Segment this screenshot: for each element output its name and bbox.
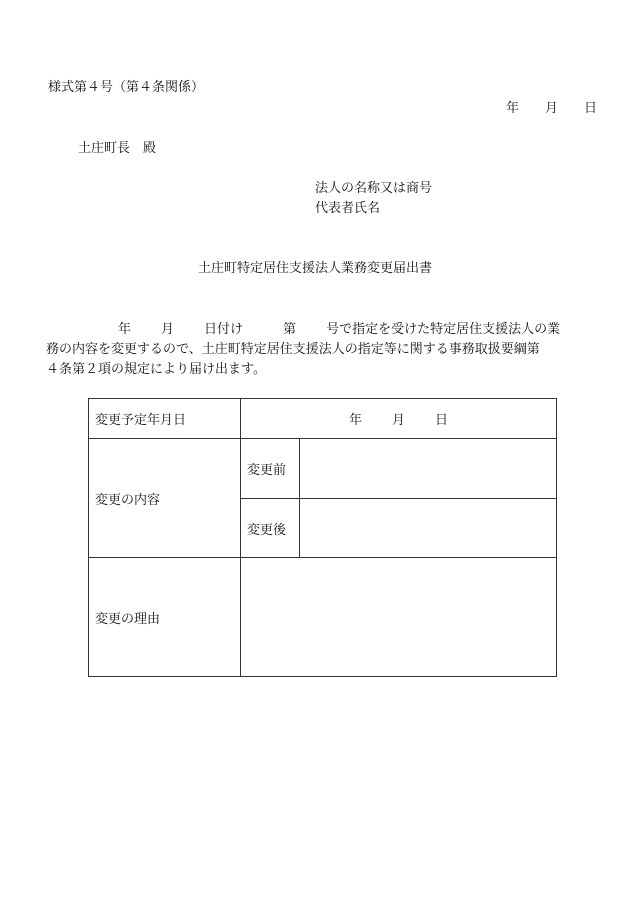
- body-month: 月: [161, 322, 175, 337]
- body-line-1-rest: 号で指定を受けた特定居住支援法人の業: [326, 322, 561, 337]
- document-title: 土庄町特定居住支援法人業務変更届出書: [197, 261, 432, 276]
- planned-date-value[interactable]: [241, 399, 557, 439]
- planned-year: 年: [348, 413, 362, 428]
- body-line-3: ４条第２項の規定により届け出ます。: [46, 362, 266, 377]
- table-row: [89, 439, 557, 499]
- date-month-label: 月: [544, 101, 558, 116]
- planned-month: 月: [391, 413, 405, 428]
- planned-day: 日: [435, 413, 449, 428]
- change-reason-label: 変更の理由: [89, 558, 241, 677]
- date-day-label: 日: [583, 101, 597, 116]
- body-year: 年: [118, 322, 132, 337]
- body-day-suffix: 日付け: [204, 322, 244, 337]
- after-input-cell[interactable]: [300, 499, 557, 558]
- planned-date-label: 変更予定年月日: [89, 399, 241, 439]
- change-content-label: 変更の内容: [89, 439, 241, 558]
- addressee: 土庄町長 殿: [78, 141, 157, 156]
- representative-name-label: 代表者氏名: [315, 201, 381, 216]
- change-table: [88, 398, 557, 677]
- body-number-prefix: 第: [283, 322, 297, 337]
- corporation-name-label: 法人の名称又は商号: [315, 181, 433, 196]
- date-year-label: 年: [505, 101, 519, 116]
- body-line-1: [46, 320, 600, 340]
- table-row: [89, 399, 557, 439]
- table-row: [89, 558, 557, 677]
- after-label: 変更後: [241, 499, 300, 558]
- submission-date: [506, 101, 597, 117]
- before-label: 変更前: [241, 439, 300, 499]
- before-input-cell[interactable]: [300, 439, 557, 499]
- body-text: [46, 320, 600, 380]
- change-reason-input-cell[interactable]: [241, 558, 557, 677]
- body-line-2: 務の内容を変更するので、土庄町特定居住支援法人の指定等に関する事務取扱要綱第: [46, 342, 540, 357]
- form-number: 様式第４号（第４条関係）: [48, 80, 205, 95]
